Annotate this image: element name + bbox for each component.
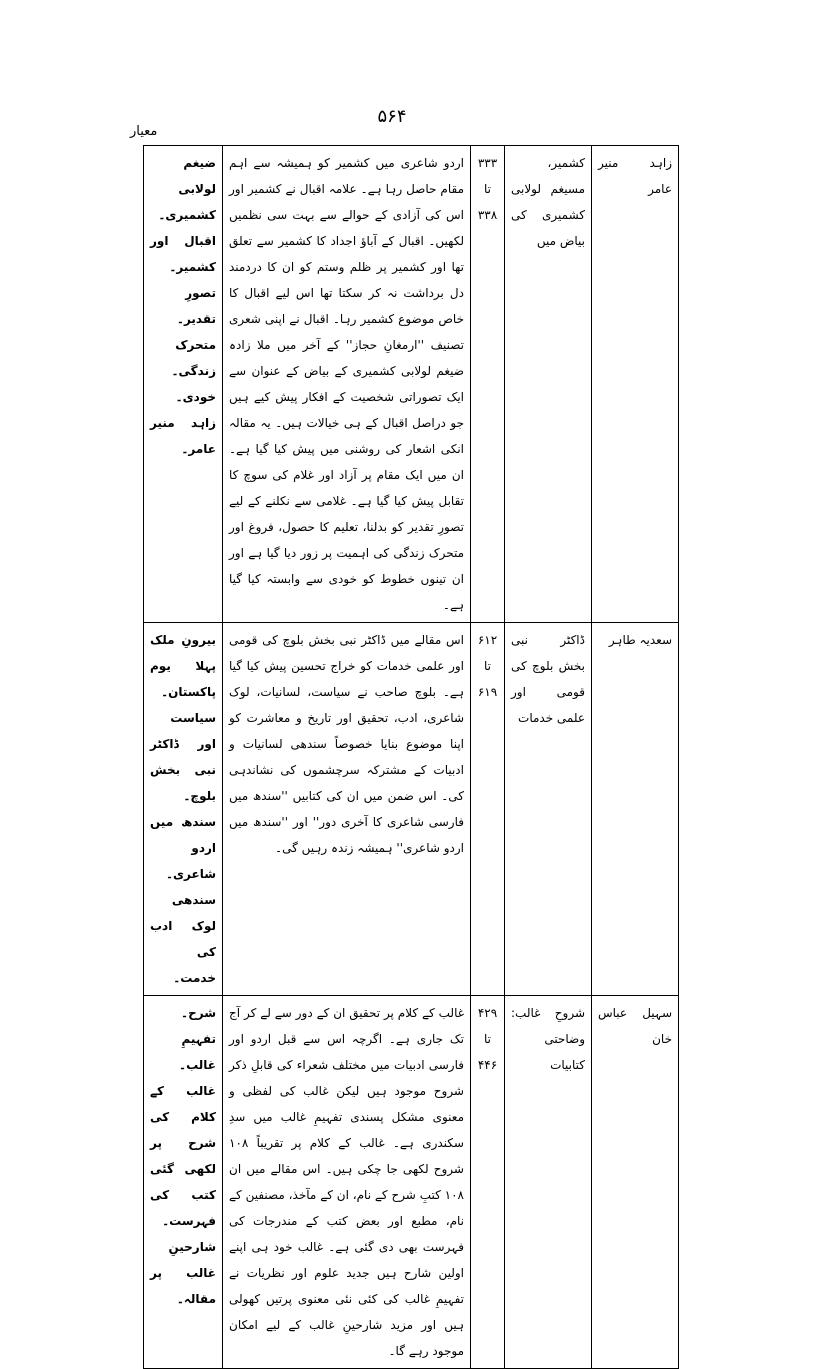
table-row xyxy=(144,146,679,623)
page-number: ۵۶۴ xyxy=(377,106,407,127)
author-cell: سہیل عباس خان xyxy=(592,996,679,1369)
pages-cell xyxy=(471,996,505,1369)
pages-cell xyxy=(471,623,505,996)
page-from: ۶۱۲ xyxy=(477,633,498,647)
keywords-cell: ضیغم لولابی کشمیری۔ اقبال اور کشمیر۔ تصورِ تقدیر۔ متحرک زندگی۔ خودی۔ زاہد منیر عامر۔ xyxy=(144,146,223,623)
summary-cell: اس مقالے میں ڈاکٹر نبی بخش بلوچ کی قومی اور علمی خدمات کو خراج تحسین پیش کیا گیا ہے۔ بلوچ صاحب نے سیاست، لسانیات، لوک شاعری، ادب، تحقیق اور تاریخ و معاشرت کو اپنا موضوع بنایا خصوصاً سندھی لسانیات و ادبیات کے مشترکہ سرچشموں کی نشاندہی کی۔ اس ضمن میں ان کی کتابیں ''سندھ میں فارسی شاعری کا آخری دور'' اور ''سندھ میں اردو شاعری'' ہمیشہ زندہ رہیں گی۔ xyxy=(223,623,471,996)
page-separator: تا xyxy=(484,1032,491,1046)
author-cell: زاہد منیر عامر xyxy=(592,146,679,623)
page-separator: تا xyxy=(484,182,491,196)
page-from: ۴۲۹ xyxy=(477,1006,498,1020)
keywords-cell: بیرونِ ملک پہلا یوم پاکستان۔ سیاست اور ڈاکٹر نبی بخش بلوچ۔ سندھ میں اردو شاعری۔ سندھی لوک ادب کی خدمت۔ xyxy=(144,623,223,996)
title-cell: شروحِ غالب: وضاحتی کتابیات xyxy=(505,996,592,1369)
summary-cell: غالب کے کلام پر تحقیق ان کے دور سے لے کر آج تک جاری ہے۔ اگرچہ اس سے قبل اردو اور فارسی ادبیات میں مختلف شعراء کی قابلِ ذکر شروح موجود ہیں لیکن غالب کی لفظی و معنوی مشکل پسندی تفہیمِ غالب میں سدِ سکندری ہے۔ غالب کے کلام پر تقریباً ۱۰۸ شروح لکھی جا چکی ہیں۔ اس مقالے میں ان ۱۰۸ کتبِ شرح کے نام، ان کے مآخذ، مصنفین کے نام، مطبع اور بعض کتب کے مندرجات کی فہرست بھی دی گئی ہے۔ غالب خود ہی اپنے اولین شارح ہیں جدید علوم اور نظریات نے تفہیمِ غالب کی کئی نئی معنوی پرتیں کھولی ہیں اور مزید شارحینِ غالب کے لیے امکان موجود رہے گا۔ xyxy=(223,996,471,1369)
page-separator: تا xyxy=(484,659,491,673)
summary-cell: اردو شاعری میں کشمیر کو ہمیشہ سے اہم مقام حاصل رہا ہے۔ علامہ اقبال نے کشمیر اور اس کی آزادی کے حوالے سے بہت سی نظمیں لکھیں۔ اقبال کے آباؤ اجداد کا کشمیر سے تعلق تھا اور کشمیر پر ظلم وستم کو ان کا دردمند دل برداشت نہ کر سکتا تھا اس لیے اقبال کا خاص موضوع کشمیر رہا۔ اقبال نے اپنی شعری تصنیف ''ارمغانِ حجاز'' کے آخر میں ملا زادہ ضیغم لولابی کشمیری کے بیاض کے عنوان سے ایک تصوراتی شخصیت کے افکار پیش کیے ہیں جو دراصل اقبال کے ہی خیالات ہیں۔ یہ مقالہ انکی اشعار کی روشنی میں پیش کیا گیا ہے۔ ان میں ایک مقام پر آزاد اور غلام کی سوچ کا تقابل پیش کیا گیا ہے۔ غلامی سے نکلنے کے لیے تصورِ تقدیر کو بدلنا، تعلیم کا حصول، فروغ اور متحرک زندگی کی اہمیت پر زور دیا گیا ہے اور ان تینوں خطوط کو خودی سے وابستہ کیا گیا ہے۔ xyxy=(223,146,471,623)
title-cell: ڈاکٹر نبی بخش بلوچ کی قومی اور علمی خدمات xyxy=(505,623,592,996)
pages-cell xyxy=(471,146,505,623)
page-to: ۳۳۸ xyxy=(477,208,498,222)
page-to: ۴۴۶ xyxy=(477,1058,498,1072)
article-index-table xyxy=(143,145,679,1369)
table-row xyxy=(144,996,679,1369)
page-to: ۶۱۹ xyxy=(477,685,498,699)
journal-name: معیار xyxy=(130,124,158,139)
author-cell: سعدیہ طاہر xyxy=(592,623,679,996)
title-cell: کشمیر، مسیغم لولابی کشمیری کی بیاض میں xyxy=(505,146,592,623)
keywords-cell: شرح۔ تفہیمِ غالب۔ غالب کے کلام کی شرح پر لکھی گئی کتب کی فہرست۔ شارحینِ غالب پر مقالہ۔ xyxy=(144,996,223,1369)
page-from: ۳۳۳ xyxy=(477,156,498,170)
table-row xyxy=(144,623,679,996)
